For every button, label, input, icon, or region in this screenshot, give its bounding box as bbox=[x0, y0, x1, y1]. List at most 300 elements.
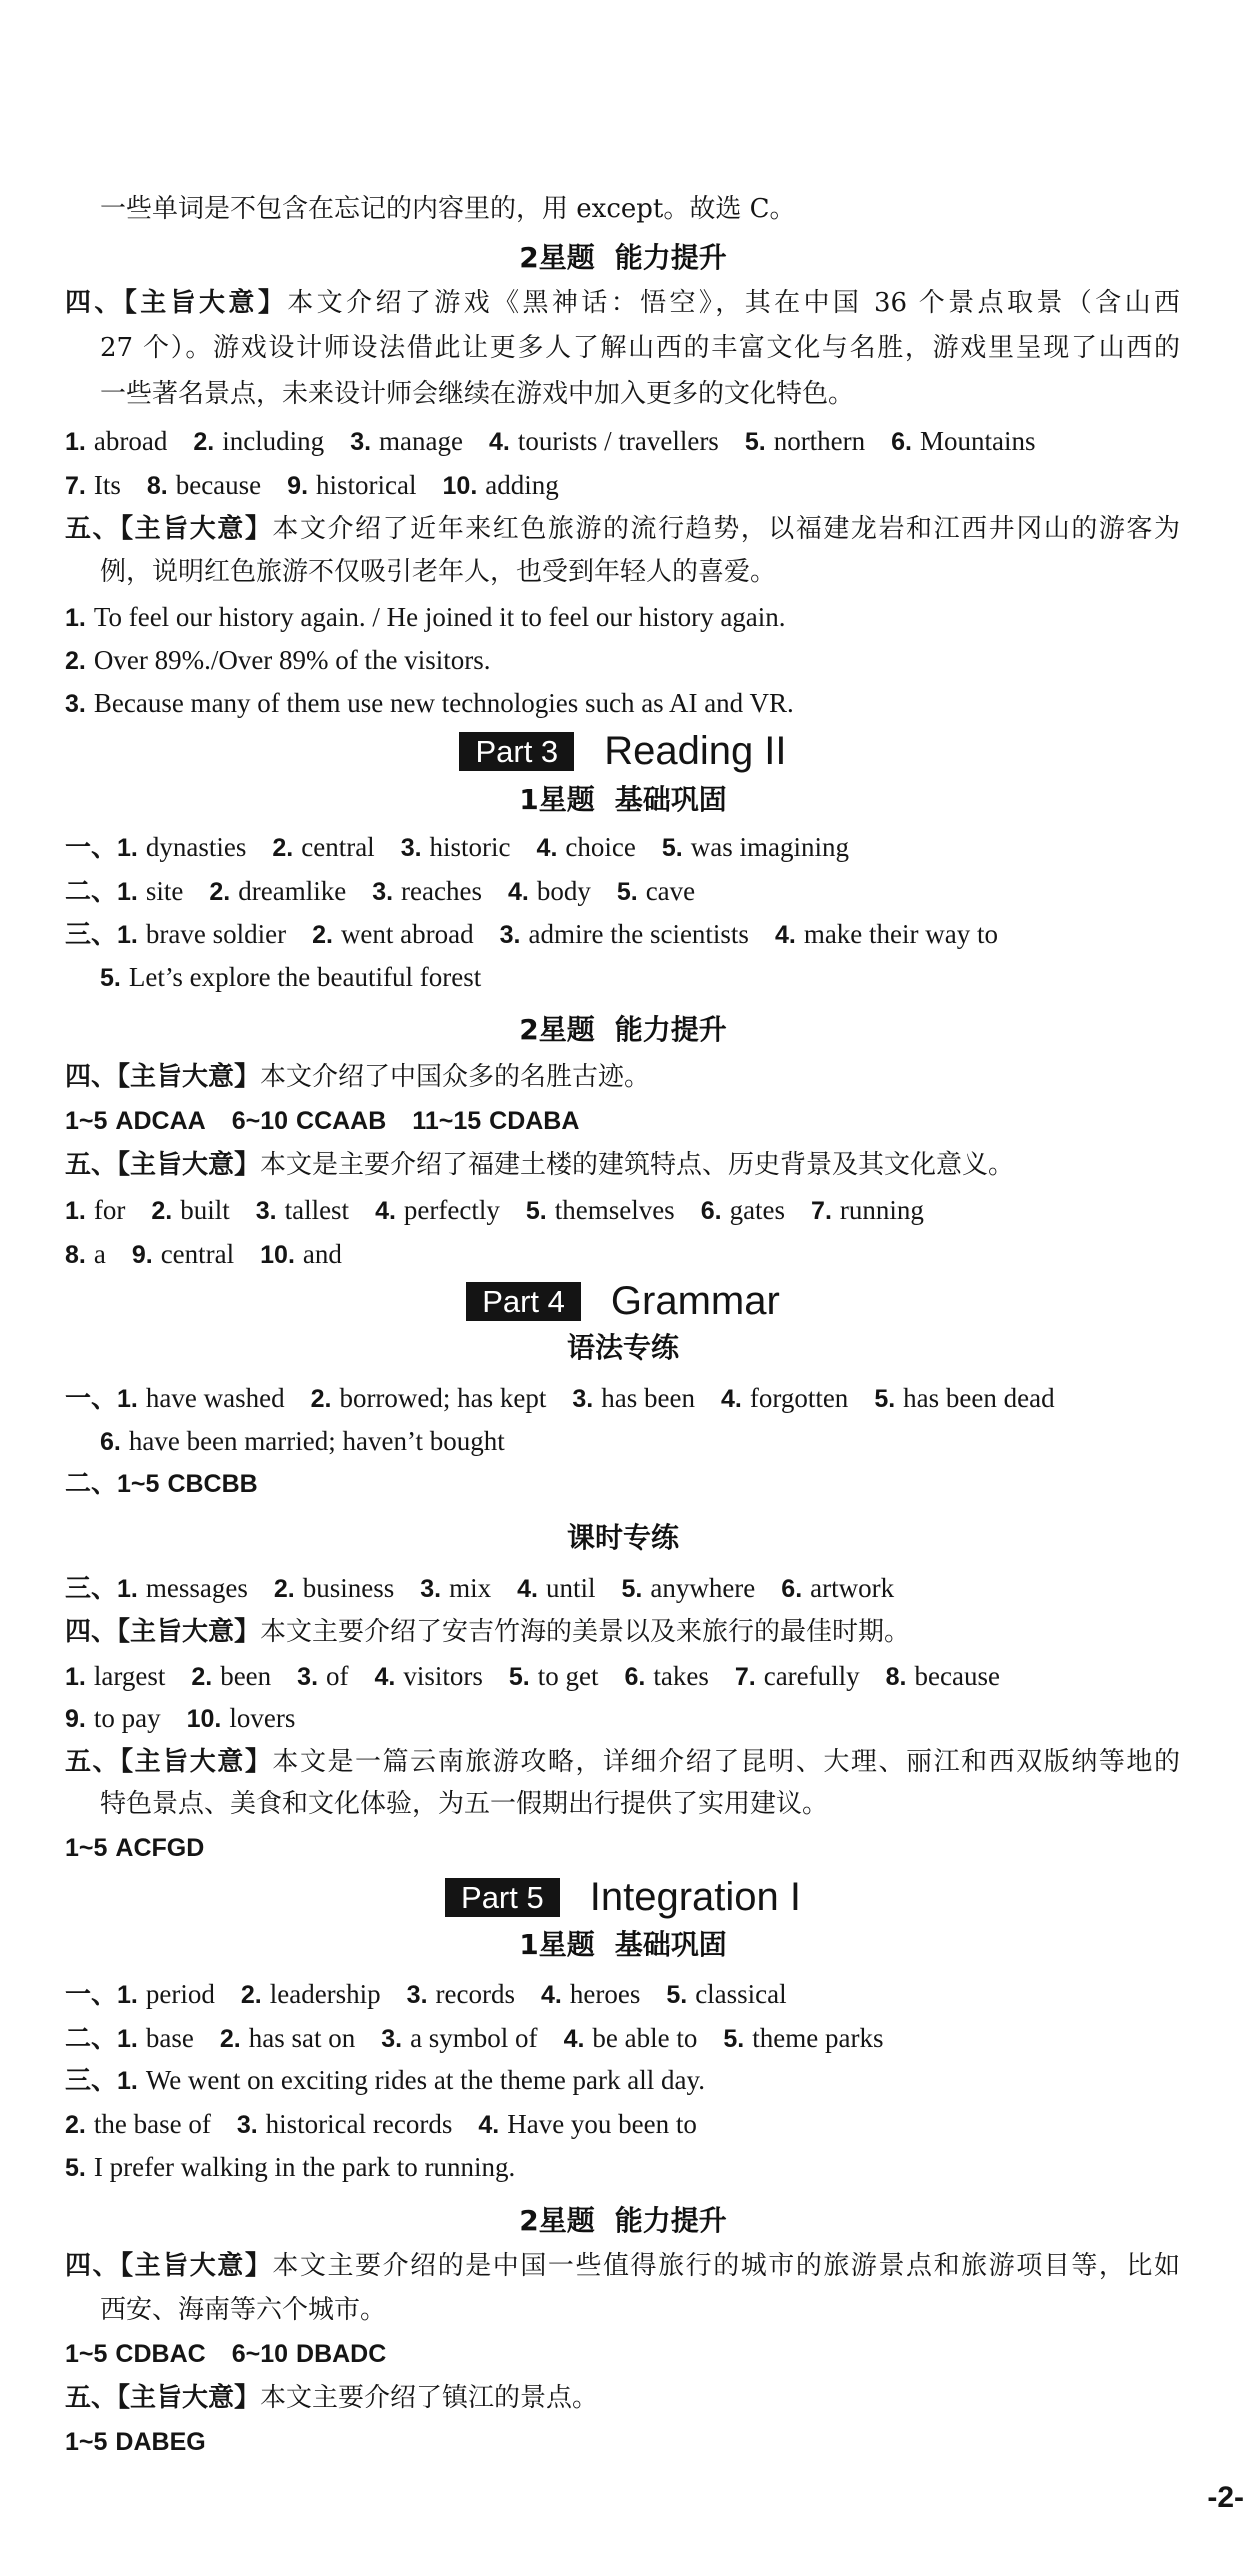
part-label: Part 4 bbox=[466, 1282, 581, 1321]
item-number: 5. bbox=[874, 1385, 896, 1413]
item-number: 2. bbox=[193, 428, 215, 456]
item-number: 2. bbox=[65, 2111, 86, 2139]
part-title: Reading II bbox=[604, 729, 787, 773]
answer-text: central bbox=[301, 832, 375, 862]
item-number: 1. bbox=[117, 1575, 138, 1603]
item-number: 1. bbox=[117, 921, 138, 949]
part-title: Grammar bbox=[610, 1279, 780, 1323]
summary-text: 本文介绍了近年来红色旅游的流行趋势，以福建龙岩和江西井冈山的游客为 bbox=[272, 514, 1180, 544]
star-level-title: 基础巩固 bbox=[614, 1928, 727, 1961]
item-number: 2. bbox=[209, 878, 231, 906]
item-number: 2. bbox=[240, 1981, 262, 2009]
answer-text: CDABA bbox=[489, 1107, 580, 1135]
answer-item bbox=[735, 1654, 860, 1702]
item-number: 6. bbox=[700, 1197, 722, 1225]
answer-text: a bbox=[93, 1239, 106, 1269]
drill-heading bbox=[0, 1326, 1246, 1370]
item-number: 4. bbox=[374, 1663, 396, 1691]
answer-text: running bbox=[839, 1195, 924, 1225]
answer-text: I prefer walking in the park to running. bbox=[93, 2152, 516, 2182]
item-number: 5. bbox=[723, 2025, 745, 2053]
answer-text: visitors bbox=[403, 1661, 483, 1691]
answer-text: have been married; haven’t bought bbox=[128, 1426, 505, 1456]
answer-text: body bbox=[536, 876, 591, 906]
answer-item bbox=[65, 638, 491, 686]
main-idea-tag: 【主旨大意】 bbox=[120, 514, 273, 544]
choice-answer-row bbox=[65, 1099, 579, 1143]
answer-text: central bbox=[160, 1239, 235, 1269]
item-number: 11~15 bbox=[412, 1107, 482, 1135]
item-number: 1~5 bbox=[65, 1834, 108, 1862]
summary-line bbox=[65, 281, 1180, 325]
answer-row bbox=[65, 1188, 924, 1232]
answer-item bbox=[350, 419, 463, 467]
summary-text: 本文介绍了游戏《黑神话：悟空》，其在中国 36 个景点取景（含山西 bbox=[287, 288, 1180, 318]
answer-text: artwork bbox=[810, 1573, 895, 1603]
item-number: 1. bbox=[117, 1385, 138, 1413]
answer-item bbox=[526, 1188, 675, 1236]
item-number: 2. bbox=[151, 1197, 173, 1225]
section-number: 三、 bbox=[65, 920, 118, 950]
answer-row bbox=[65, 825, 849, 869]
answer-item bbox=[193, 419, 324, 467]
question-number: 五、 bbox=[65, 514, 121, 544]
item-number: 5. bbox=[100, 964, 121, 992]
answer-item bbox=[721, 1376, 848, 1424]
item-number: 10. bbox=[442, 472, 478, 500]
answer-item bbox=[375, 1654, 483, 1702]
item-number: 3. bbox=[420, 1575, 442, 1603]
answer-item bbox=[723, 2016, 883, 2064]
star-level-heading bbox=[0, 778, 1246, 822]
answer-item bbox=[65, 2332, 206, 2379]
item-number: 4. bbox=[507, 878, 529, 906]
answer-item bbox=[297, 1654, 348, 1702]
answer-text: built bbox=[180, 1195, 230, 1225]
main-idea-tag: 【主旨大意】 bbox=[123, 288, 288, 318]
question-number: 四、 bbox=[65, 1062, 118, 1092]
item-number: 3. bbox=[499, 921, 521, 949]
main-idea-tag: 【主旨大意】 bbox=[117, 1150, 261, 1180]
answer-row bbox=[65, 2016, 883, 2060]
star-level: 2星题 bbox=[519, 2204, 595, 2237]
item-number: 5. bbox=[525, 1197, 547, 1225]
explanation-text: 一些单词是不包含在忘记的内容里的，用 except。故选 C。 bbox=[100, 194, 796, 224]
answer-text: site bbox=[145, 876, 184, 906]
answer-item bbox=[541, 1972, 640, 2020]
answer-item bbox=[508, 869, 591, 917]
summary-line bbox=[65, 2244, 1180, 2288]
item-number: 3. bbox=[297, 1663, 319, 1691]
answer-item bbox=[232, 1099, 387, 1146]
answer-text: themselves bbox=[554, 1195, 675, 1225]
answer-text: manage bbox=[379, 426, 463, 456]
item-number: 4. bbox=[774, 921, 796, 949]
answer-item bbox=[443, 463, 559, 511]
answer-item bbox=[572, 1376, 695, 1424]
item-number: 6. bbox=[100, 1428, 121, 1456]
answer-item bbox=[489, 419, 719, 467]
answer-item bbox=[509, 1654, 599, 1702]
answer-item bbox=[260, 1232, 342, 1280]
answer-item bbox=[537, 825, 636, 873]
star-level: 2星题 bbox=[519, 1013, 595, 1046]
answer-item bbox=[375, 1188, 500, 1236]
answer-item bbox=[312, 912, 474, 960]
part-5-header bbox=[0, 1875, 1246, 1919]
answer-text: business bbox=[302, 1573, 395, 1603]
answer-item bbox=[420, 1566, 491, 1614]
answer-text: and bbox=[302, 1239, 342, 1269]
answer-item bbox=[272, 825, 374, 873]
answer-text: for bbox=[93, 1195, 126, 1225]
answer-text: brave soldier bbox=[145, 919, 287, 949]
answer-item bbox=[311, 1376, 547, 1424]
answer-item bbox=[401, 825, 511, 873]
answer-text: ADCAA bbox=[115, 1107, 206, 1135]
answer-item bbox=[886, 1654, 1000, 1702]
answer-text: historical records bbox=[265, 2109, 453, 2139]
answer-item bbox=[65, 463, 121, 511]
answer-text: of bbox=[326, 1661, 349, 1691]
answer-item bbox=[100, 955, 481, 1003]
question-number: 四、 bbox=[65, 2251, 121, 2281]
summary-line bbox=[65, 2376, 598, 2420]
choice-answer-row bbox=[65, 1462, 258, 1506]
answer-text: reaches bbox=[401, 876, 482, 906]
item-number: 1. bbox=[117, 878, 138, 906]
star-level-heading bbox=[0, 236, 1246, 280]
item-number: 4. bbox=[489, 428, 510, 456]
item-number: 2. bbox=[272, 834, 294, 862]
answer-text: be able to bbox=[592, 2023, 698, 2053]
section-number: 二、 bbox=[65, 877, 118, 907]
summary-line bbox=[100, 372, 854, 416]
main-idea-tag: 【主旨大意】 bbox=[120, 2251, 273, 2281]
item-number: 6. bbox=[781, 1575, 803, 1603]
answer-text: make their way to bbox=[803, 919, 998, 949]
item-number: 1. bbox=[65, 1663, 86, 1691]
item-number: 5. bbox=[666, 1981, 688, 2009]
lesson-title: 课时专练 bbox=[566, 1521, 679, 1554]
item-number: 1. bbox=[117, 2025, 138, 2053]
item-number: 4. bbox=[541, 1981, 562, 2009]
answer-item bbox=[65, 1696, 161, 1744]
summary-line bbox=[100, 1782, 828, 1826]
answer-item bbox=[781, 1566, 894, 1614]
question-number: 五、 bbox=[65, 1150, 118, 1180]
answer-item bbox=[775, 912, 998, 960]
answer-text: ACFGD bbox=[115, 1834, 205, 1862]
main-idea-tag: 【主旨大意】 bbox=[120, 1747, 273, 1777]
star-level: 1星题 bbox=[519, 783, 595, 816]
answer-text: historical bbox=[316, 470, 417, 500]
answer-row bbox=[65, 2102, 697, 2146]
answer-text: lovers bbox=[229, 1703, 296, 1733]
part-label: Part 5 bbox=[445, 1878, 560, 1917]
answer-row bbox=[65, 638, 491, 682]
item-number: 9. bbox=[65, 1705, 86, 1733]
answer-text: historic bbox=[429, 832, 511, 862]
answer-text: records bbox=[435, 1979, 515, 2009]
summary-text: 27 个）。游戏设计师设法借此让更多人了解山西的丰富文化与名胜，游戏里呈现了山西的 bbox=[100, 333, 1180, 363]
item-number: 2. bbox=[310, 1385, 332, 1413]
answer-text: dreamlike bbox=[238, 876, 347, 906]
section-number: 二、 bbox=[65, 2024, 118, 2054]
drill-title: 语法专练 bbox=[566, 1331, 679, 1364]
item-number: 10. bbox=[260, 1241, 295, 1269]
answer-text: CDBAC bbox=[115, 2340, 206, 2368]
section-number: 一、 bbox=[65, 1384, 118, 1414]
answer-item bbox=[874, 1376, 1054, 1424]
answer-item bbox=[241, 1972, 381, 2020]
item-number: 5. bbox=[661, 834, 683, 862]
summary-line bbox=[100, 550, 776, 594]
section-number: 三、 bbox=[65, 2066, 118, 2096]
answer-text: messages bbox=[145, 1573, 248, 1603]
answer-item bbox=[564, 2016, 698, 2064]
answer-item bbox=[117, 825, 246, 873]
answer-text: adding bbox=[485, 470, 559, 500]
choice-answer-row bbox=[65, 2420, 206, 2464]
item-number: 6. bbox=[891, 428, 913, 456]
lesson-heading bbox=[0, 1516, 1246, 1560]
summary-line bbox=[100, 2288, 386, 2332]
item-number: 4. bbox=[517, 1575, 538, 1603]
section-number: 一、 bbox=[65, 1980, 118, 2010]
answer-item bbox=[412, 1099, 579, 1146]
item-number: 4. bbox=[375, 1197, 396, 1225]
star-level-heading bbox=[0, 1008, 1246, 1052]
answer-item bbox=[65, 1188, 125, 1236]
answer-text: carefully bbox=[763, 1661, 860, 1691]
answer-text: has been bbox=[601, 1383, 695, 1413]
answer-item bbox=[147, 463, 261, 511]
main-idea-tag: 【主旨大意】 bbox=[117, 1617, 261, 1647]
answer-text: was imagining bbox=[690, 832, 849, 862]
item-number: 1. bbox=[65, 604, 86, 632]
question-number: 五、 bbox=[65, 1747, 121, 1777]
summary-text: 一些著名景点，未来设计师会继续在游戏中加入更多的文化特色。 bbox=[100, 379, 855, 409]
answer-item bbox=[621, 1566, 755, 1614]
answer-item bbox=[65, 1099, 206, 1146]
answer-text: perfectly bbox=[403, 1195, 500, 1225]
item-number: 3. bbox=[381, 2025, 403, 2053]
star-level-title: 能力提升 bbox=[614, 2204, 727, 2237]
item-number: 3. bbox=[406, 1981, 428, 2009]
answer-item bbox=[117, 912, 286, 960]
answer-item bbox=[372, 869, 482, 917]
answer-row bbox=[65, 1654, 1000, 1698]
answer-item bbox=[65, 1826, 204, 1873]
answer-item bbox=[117, 1566, 248, 1614]
part-label: Part 3 bbox=[459, 732, 574, 771]
item-number: 1~5 bbox=[65, 2340, 108, 2368]
summary-text: 本文主要介绍的是中国一些值得旅行的城市的旅游景点和旅游项目等，比如 bbox=[272, 2251, 1180, 2281]
item-number: 3. bbox=[572, 1385, 594, 1413]
item-number: 1. bbox=[117, 2067, 138, 2095]
answer-item bbox=[132, 1232, 234, 1280]
summary-text: 本文主要介绍了镇江的景点。 bbox=[260, 2383, 599, 2413]
answer-text: has been dead bbox=[903, 1383, 1055, 1413]
answer-text: forgotten bbox=[749, 1383, 849, 1413]
item-number: 5. bbox=[65, 2154, 86, 2182]
item-number: 9. bbox=[287, 472, 309, 500]
item-number: 7. bbox=[734, 1663, 756, 1691]
answer-item bbox=[381, 2016, 537, 2064]
answer-text: cave bbox=[645, 876, 696, 906]
item-number: 1. bbox=[65, 428, 86, 456]
item-number: 7. bbox=[811, 1197, 832, 1225]
summary-line bbox=[100, 326, 1180, 370]
summary-line bbox=[65, 1055, 650, 1099]
item-number: 9. bbox=[131, 1241, 153, 1269]
item-number: 3. bbox=[236, 2111, 258, 2139]
answer-item bbox=[256, 1188, 349, 1236]
answer-text: went abroad bbox=[340, 919, 474, 949]
answer-text: classical bbox=[695, 1979, 787, 2009]
answer-text: Mountains bbox=[920, 426, 1036, 456]
item-number: 3. bbox=[350, 428, 372, 456]
answer-text: a symbol of bbox=[410, 2023, 538, 2053]
item-number: 1~5 bbox=[117, 1470, 160, 1498]
section-number: 一、 bbox=[65, 833, 118, 863]
answer-text: northern bbox=[773, 426, 866, 456]
answer-text: including bbox=[222, 426, 325, 456]
answer-item bbox=[65, 681, 794, 729]
item-number: 5. bbox=[616, 878, 638, 906]
star-level-heading bbox=[0, 2199, 1246, 2243]
answer-item bbox=[209, 869, 346, 917]
answer-text: because bbox=[175, 470, 262, 500]
answer-text: have washed bbox=[145, 1383, 285, 1413]
answer-item bbox=[666, 1972, 786, 2020]
summary-text: 本文是一篇云南旅游攻略，详细介绍了昆明、大理、丽江和西双版纳等地的 bbox=[272, 1747, 1180, 1777]
answer-item bbox=[478, 2102, 697, 2150]
answer-text: We went on exciting rides at the theme park all day. bbox=[145, 2065, 706, 2095]
answer-text: theme parks bbox=[752, 2023, 884, 2053]
answer-item bbox=[65, 2420, 206, 2467]
answer-item bbox=[151, 1188, 229, 1236]
answer-item bbox=[117, 869, 183, 917]
answer-item bbox=[287, 463, 416, 511]
item-number: 8. bbox=[146, 472, 168, 500]
item-number: 3. bbox=[255, 1197, 277, 1225]
item-number: 2. bbox=[312, 921, 333, 949]
answer-item bbox=[65, 1654, 165, 1702]
star-level: 2星题 bbox=[519, 241, 595, 274]
answer-item bbox=[500, 912, 749, 960]
answer-item bbox=[65, 595, 786, 643]
answer-text: choice bbox=[565, 832, 636, 862]
answer-text: tallest bbox=[284, 1195, 350, 1225]
answer-text: largest bbox=[93, 1661, 166, 1691]
answer-text: DBADC bbox=[296, 2340, 387, 2368]
item-number: 3. bbox=[400, 834, 422, 862]
answer-row bbox=[100, 1419, 505, 1463]
part-title: Integration I bbox=[589, 1875, 801, 1919]
item-number: 1. bbox=[117, 834, 138, 862]
answer-text: until bbox=[545, 1573, 596, 1603]
item-number: 4. bbox=[478, 2111, 500, 2139]
answer-text: DABEG bbox=[115, 2428, 206, 2456]
summary-text: 例，说明红色旅游不仅吸引老年人，也受到年轻人的喜爱。 bbox=[100, 557, 777, 587]
item-number: 1. bbox=[117, 1981, 138, 2009]
answer-item bbox=[701, 1188, 785, 1236]
answer-item bbox=[220, 2016, 355, 2064]
answer-item bbox=[117, 2058, 705, 2106]
question-number: 四、 bbox=[65, 288, 124, 318]
answer-item bbox=[117, 2016, 194, 2064]
item-number: 1~5 bbox=[65, 2428, 108, 2456]
answer-text: Have you been to bbox=[507, 2109, 697, 2139]
answer-text: CCAAB bbox=[296, 1107, 387, 1135]
answer-row bbox=[65, 1376, 1055, 1420]
part-3-header bbox=[0, 729, 1246, 773]
main-idea-tag: 【主旨大意】 bbox=[117, 2383, 261, 2413]
item-number: 6~10 bbox=[231, 1107, 289, 1135]
answer-text: borrowed; has kept bbox=[339, 1383, 547, 1413]
answer-row bbox=[65, 1232, 342, 1276]
answer-text: base bbox=[145, 2023, 194, 2053]
answer-text: mix bbox=[449, 1573, 492, 1603]
answer-item bbox=[662, 825, 849, 873]
answer-text: tourists / travellers bbox=[517, 426, 719, 456]
answer-text: Over 89%./Over 89% of the visitors. bbox=[93, 645, 491, 675]
section-number: 二、 bbox=[65, 1469, 118, 1499]
item-number: 6. bbox=[624, 1663, 646, 1691]
answer-item bbox=[625, 1654, 709, 1702]
answer-text: the base of bbox=[93, 2109, 211, 2139]
answer-row bbox=[65, 463, 559, 507]
answer-text: takes bbox=[653, 1661, 709, 1691]
answer-item bbox=[100, 1419, 505, 1467]
answer-text: been bbox=[220, 1661, 272, 1691]
answer-row bbox=[65, 869, 695, 913]
answer-item bbox=[891, 419, 1035, 467]
answer-row bbox=[65, 1972, 787, 2016]
item-number: 2. bbox=[65, 647, 86, 675]
answer-text: because bbox=[914, 1661, 1000, 1691]
answer-row bbox=[65, 419, 1036, 463]
answer-text: heroes bbox=[569, 1979, 641, 2009]
star-level: 1星题 bbox=[519, 1928, 595, 1961]
item-number: 6~10 bbox=[231, 2340, 289, 2368]
summary-line bbox=[65, 1610, 910, 1654]
item-number: 4. bbox=[720, 1385, 742, 1413]
question-number: 五、 bbox=[65, 2383, 118, 2413]
answer-item bbox=[191, 1654, 271, 1702]
item-number: 1. bbox=[65, 1197, 86, 1225]
item-number: 1~5 bbox=[65, 1107, 108, 1135]
summary-text: 特色景点、美食和文化体验，为五一假期出行提供了实用建议。 bbox=[100, 1789, 829, 1819]
answer-text: Because many of them use new technologies such as AI and VR. bbox=[93, 688, 794, 718]
choice-answer-row bbox=[65, 1826, 204, 1870]
item-number: 3. bbox=[65, 690, 86, 718]
answer-row bbox=[65, 2145, 515, 2189]
item-number: 8. bbox=[65, 1241, 86, 1269]
answer-row bbox=[65, 595, 786, 639]
summary-line bbox=[65, 1143, 1014, 1187]
answer-row bbox=[65, 681, 794, 725]
answer-item bbox=[237, 2102, 453, 2150]
answer-text: to get bbox=[537, 1661, 599, 1691]
item-number: 5. bbox=[744, 428, 766, 456]
answer-item bbox=[745, 419, 865, 467]
answer-text: Its bbox=[93, 470, 121, 500]
item-number: 4. bbox=[563, 2025, 585, 2053]
answer-text: To feel our history again. / He joined it to feel our history again. bbox=[93, 602, 786, 632]
